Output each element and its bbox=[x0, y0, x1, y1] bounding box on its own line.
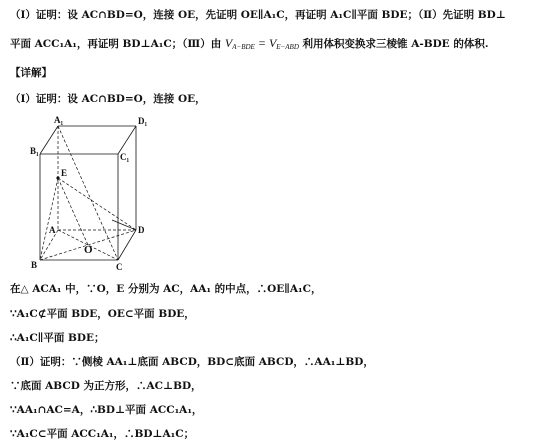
prism-figure bbox=[28, 112, 153, 272]
segment-a1c bbox=[58, 126, 118, 260]
label-d1: D₁ bbox=[138, 116, 148, 126]
volume-left: $V_{A-BDE}$ bbox=[224, 36, 255, 51]
intro-text-b: 利用体积变换求三棱锥 A-BDE 的体积. bbox=[302, 38, 489, 50]
edge-cd bbox=[118, 230, 136, 260]
step-line-6: ∵AA₁∩AC=A，∴BD⊥平面 ACC₁A₁， bbox=[10, 404, 203, 416]
step-line-1: 在△ ACA₁ 中，∵O，E 分别为 AC，AA₁ 的中点，∴OE∥A₁C， bbox=[10, 283, 322, 295]
label-a1: A₁ bbox=[54, 115, 64, 125]
step-line-5: ∵底面 ABCD 为正方形，∴AC⊥BD， bbox=[10, 380, 202, 392]
label-o: O bbox=[84, 244, 93, 256]
step-line-3: ∴A₁C∥平面 BDE； bbox=[10, 332, 105, 344]
detail-heading: 【详解】 bbox=[10, 67, 52, 79]
proof1-heading: （Ⅰ）证明：设 AC∩BD=O，连接 OE， bbox=[10, 93, 206, 105]
label-e: E bbox=[61, 168, 68, 178]
intro-text-a: 平面 ACC₁A₁，再证明 BD⊥A₁C；（Ⅲ）由 bbox=[10, 38, 222, 50]
edge-d1c1 bbox=[118, 126, 136, 154]
step-line-4: （Ⅱ）证明：∵侧棱 AA₁⊥底面 ABCD，BD⊂底面 ABCD，∴AA₁⊥BD， bbox=[10, 356, 374, 368]
intro-line-2 bbox=[10, 36, 489, 54]
volume-equals: = bbox=[254, 36, 269, 50]
label-b1: B₁ bbox=[30, 146, 39, 156]
segment-de bbox=[58, 178, 136, 230]
edge-de bbox=[112, 220, 136, 230]
label-b: B bbox=[31, 260, 38, 270]
segment-oe bbox=[58, 178, 88, 245]
point-e bbox=[56, 176, 59, 179]
label-d: D bbox=[138, 225, 145, 235]
segment-be bbox=[40, 178, 58, 260]
edge-a1b1 bbox=[40, 126, 58, 154]
step-line-7: ∵A₁C⊂平面 ACC₁A₁，∴BD⊥A₁C； bbox=[10, 428, 195, 440]
intro-line-1: （Ⅰ）证明：设 AC∩BD=O，连接 OE，先证明 OE∥A₁C，再证明 A₁C∥平面 BDE；（Ⅱ）先证明 BD⊥ bbox=[10, 9, 506, 21]
label-a: A bbox=[49, 225, 56, 235]
step-line-2: ∵A₁C⊄平面 BDE，OE⊂平面 BDE， bbox=[10, 308, 195, 320]
label-c: C bbox=[116, 262, 123, 272]
label-c1: C₁ bbox=[120, 152, 130, 162]
volume-right: $V_{E-ABD}$ bbox=[268, 36, 299, 51]
